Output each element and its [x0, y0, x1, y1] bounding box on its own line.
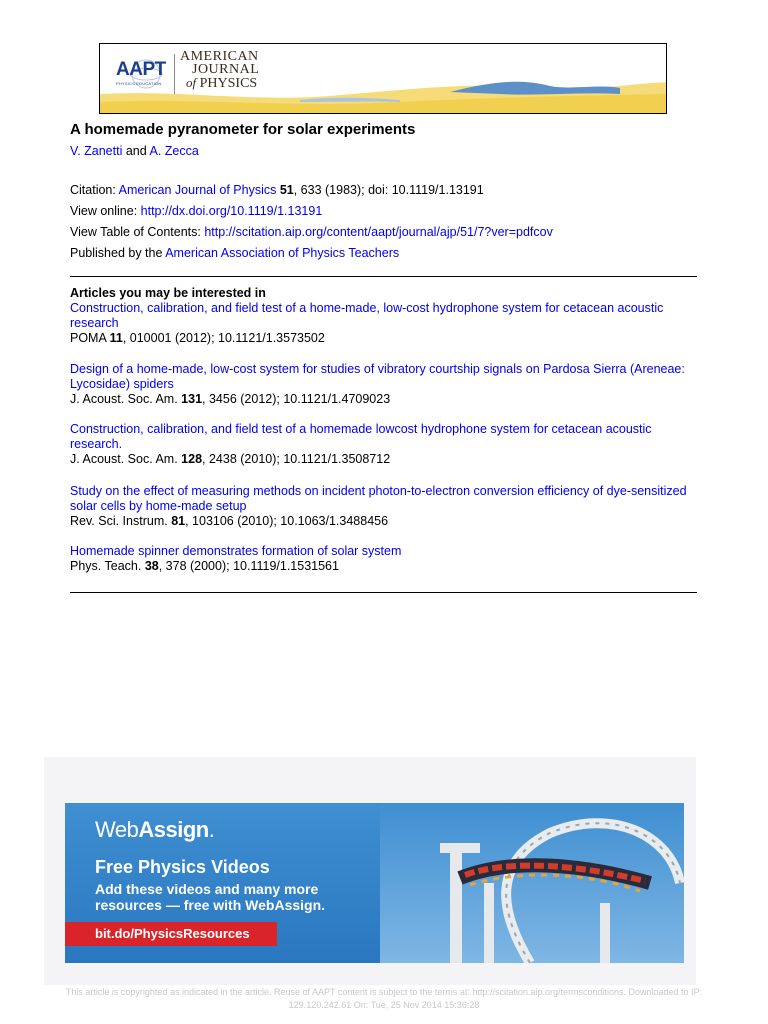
banner-divider [174, 54, 175, 94]
related-item-volume: 38 [144, 559, 159, 573]
journal-physics: PHYSICS [199, 76, 258, 91]
related-item-rest: , 3456 (2012); 10.1121/1.4709023 [202, 392, 391, 406]
related-item-title-link[interactable]: Study on the effect of measuring methods on incident photon-to-electron conversion efficiency of dye-sensitized solar cells by home-made setup [70, 484, 687, 513]
authors [70, 144, 199, 158]
publisher-label: Published by the [70, 246, 166, 260]
related-item [70, 484, 700, 529]
related-item-rest: , 103106 (2010); 10.1063/1.3488456 [185, 514, 389, 528]
publisher-link[interactable]: American Association of Physics Teachers [165, 246, 400, 260]
related-item-journal: J. Acoust. Soc. Am. [70, 392, 182, 406]
view-online-link[interactable]: http://dx.doi.org/10.1119/1.13191 [140, 204, 323, 218]
journal-wordmark [180, 50, 259, 90]
copyright-footer [0, 986, 768, 1012]
related-item-rest: , 378 (2000); 10.1119/1.1531561 [158, 559, 339, 573]
related-item-journal: Phys. Teach. [70, 559, 145, 573]
journal-line-2: JOURNAL [192, 62, 260, 77]
related-item-citation [70, 331, 700, 346]
related-item-title-link[interactable]: Construction, calibration, and field test of a home-made, low-cost hydrophone system for cetacean acoustic research [70, 301, 664, 330]
toc-link[interactable]: http://scitation.aip.org/content/aapt/journal/ajp/51/7?ver=pdfcov [204, 225, 553, 239]
aapt-wordmark: AAPT [116, 59, 166, 80]
related-item-volume: 128 [181, 452, 203, 466]
related-item-volume: 131 [181, 392, 203, 406]
related-item-citation [70, 559, 700, 574]
view-online-line [70, 204, 322, 218]
related-item-rest: , 010001 (2012); 10.1121/1.3573502 [122, 331, 325, 345]
related-item-citation [70, 514, 700, 529]
divider-top [70, 276, 697, 277]
webassign-ad[interactable] [65, 803, 684, 963]
citation-volume: 51 [279, 183, 294, 197]
webassign-logo [95, 817, 214, 843]
footer-line-1: This article is copyrighted as indicated in the article. Reuse of AAPT content is subject to the terms at: http://scitation.aip.org/termsconditions. Downloaded to IP: [65, 987, 703, 997]
related-item-citation [70, 392, 700, 407]
footer-line-2: 129.120.242.61 On: Tue, 25 Nov 2014 15:36:28 [288, 1000, 480, 1010]
related-item-journal: J. Acoust. Soc. Am. [70, 452, 182, 466]
rollercoaster-image-icon [380, 803, 684, 963]
aapt-tagline: PHYSICS EDUCATION [116, 81, 162, 86]
related-item-title-link[interactable]: Homemade spinner demonstrates formation of solar system [70, 544, 402, 558]
related-heading: Articles you may be interested in [70, 286, 266, 300]
divider-bottom [70, 592, 697, 593]
publisher-line [70, 246, 399, 260]
author-link-zanetti[interactable]: V. Zanetti [70, 144, 123, 158]
related-item-rest: , 2438 (2010); 10.1121/1.3508712 [202, 452, 391, 466]
related-item-journal: POMA [70, 331, 110, 345]
article-title: A homemade pyranometer for solar experiments [70, 121, 416, 138]
citation-label: Citation: [70, 183, 119, 197]
ad-subtext: Add these videos and many more resources — free with WebAssign. [95, 881, 326, 913]
related-item-volume: 81 [171, 514, 186, 528]
related-item-citation [70, 452, 700, 467]
author-separator: and [125, 144, 147, 158]
journal-of: of [186, 75, 197, 90]
toc-label: View Table of Contents: [70, 225, 205, 239]
related-item-title-link[interactable]: Construction, calibration, and field test of a homemade lowcost hydrophone system for cetacean acoustic research. [70, 422, 652, 451]
journal-banner [99, 43, 667, 114]
webassign-logo-web: Web [95, 817, 139, 842]
citation-rest: , 633 (1983); doi: 10.1119/1.13191 [293, 183, 484, 197]
author-link-zecca[interactable]: A. Zecca [149, 144, 199, 158]
related-item [70, 422, 700, 467]
view-online-label: View online: [70, 204, 141, 218]
related-item-journal: Rev. Sci. Instrum. [70, 514, 172, 528]
related-item [70, 544, 700, 574]
related-item-title-link[interactable]: Design of a home-made, low-cost system for studies of vibratory courtship signals on Pardosa Sierra (Areneae: Lycosidae) spiders [70, 362, 685, 391]
toc-line [70, 225, 553, 239]
journal-line-3 [180, 76, 259, 90]
ad-cta-button[interactable]: bit.do/PhysicsResources [65, 922, 277, 946]
citation-journal-link[interactable]: American Journal of Physics [118, 183, 277, 197]
webassign-logo-dot: . [208, 817, 215, 842]
related-item-volume: 11 [109, 331, 123, 345]
journal-line-1: AMERICAN [180, 49, 259, 64]
ad-headline: Free Physics Videos [95, 857, 270, 877]
webassign-logo-assign: Assign [138, 817, 209, 842]
related-item [70, 362, 700, 407]
related-item [70, 301, 700, 346]
citation-line [70, 183, 484, 197]
